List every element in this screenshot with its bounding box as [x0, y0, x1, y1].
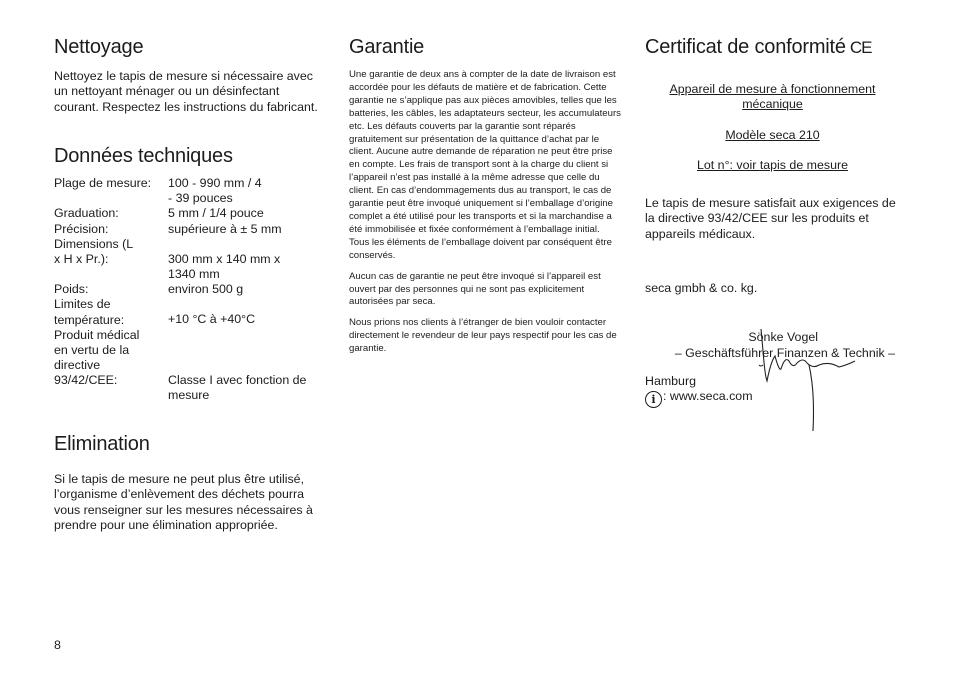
spec-value: 100 - 990 mm / 4 - 39 pouces [168, 175, 262, 206]
city: Hamburg [645, 373, 696, 388]
spec-row [54, 328, 322, 403]
donnees-heading: Données techniques [54, 144, 233, 167]
garantie-paragraph: Aucun cas de garantie ne peut être invoqué si l’appareil est ouvert par des personnes qui ne sont pas explicitement autorisées par seca. [349, 270, 601, 308]
spec-row [54, 206, 322, 221]
left-column [54, 36, 322, 533]
model-name: Modèle seca 210 [725, 127, 820, 142]
spec-label: Précision: [54, 221, 109, 236]
nettoyage-text: Nettoyez le tapis de mesure si nécessaire avec un nettoyant ménager ou un désinfectant courant. Respectez les instructions du fabricant. [54, 69, 318, 114]
elimination-heading: Elimination [54, 433, 150, 456]
spec-row [54, 222, 322, 237]
website: : www.seca.com [663, 389, 753, 404]
lot-number: Lot n°: voir tapis de mesure [697, 157, 848, 172]
elimination-text: Si le tapis de mesure ne peut plus être utilisé, l’organisme d’enlèvement des déchets pourra vous renseigner sur les mesures nécessaires à prendre pour une élimination appropriée. [54, 472, 313, 533]
spec-value: +10 °C à +40°C [168, 312, 256, 327]
spec-label: Limites de température: [54, 297, 125, 327]
right-column [645, 36, 900, 408]
spec-label: Plage de mesure: [54, 175, 152, 190]
certificat-title: Certificat de conformité [645, 36, 846, 58]
signer-name: Sönke Vogel [748, 330, 818, 345]
spec-row [54, 237, 322, 282]
spec-value: environ 500 g [168, 282, 244, 297]
spec-row [54, 282, 322, 297]
info-icon: i [645, 391, 662, 408]
garantie-heading: Garantie [349, 36, 425, 58]
spec-label: Poids: [54, 282, 89, 297]
company-name: seca gmbh & co. kg. [645, 281, 758, 296]
spec-value: supérieure à ± 5 mm [168, 221, 282, 236]
spec-row [54, 176, 322, 206]
spec-value: 300 mm x 140 mm x 1340 mm [168, 251, 281, 281]
garantie-paragraph: Nous prions nos clients à l’étranger de bien vouloir contacter directement le revendeur de leur pays respectif pour les cas de garantie. [349, 317, 617, 355]
spec-row [54, 297, 322, 327]
garantie-paragraph: Une garantie de deux ans à compter de la date de livraison est accordée pour les défauts de matière et de fabrication. Cette garantie ne s’applique pas aux pièces amovibles, telles que les batteries, les câbles, les adaptateurs secteur, les accumulateurs etc. Les défauts couverts par la garantie sont réparés gratuitement sur présentation de la quittance d’achat par le client. Aucune autre demande de réparation ne peut être prise en compte. Les frais de transport sont à la charge du client si l’appareil n’est pas installé à la même adresse que celle du client. En cas d’endommagements dus au transport, le cas de garantie peut être invoqué uniquement si l’emballage d’origine complet a été utilisé pour les transports et si la marchandise a été immobilisée et fixée conformément à l’emballage initial. Tous les éléments de l’emballage doivent par conséquent être conservés. [349, 69, 621, 261]
conformity-statement: Le tapis de mesure satisfait aux exigences de la directive 93/42/CEE sur les produits et appareils médicaux. [645, 196, 896, 241]
spec-label: Graduation: [54, 206, 119, 221]
ce-mark-icon: CE [849, 38, 872, 57]
page-number: 8 [54, 638, 61, 652]
spec-label: Dimensions (L x H x Pr.): [54, 236, 133, 266]
certificat-heading [645, 36, 900, 59]
spec-label: Produit médical en vertu de la directive 93/42/CEE: [54, 327, 140, 388]
middle-column [349, 36, 621, 356]
spec-table [54, 176, 322, 403]
device-name: Appareil de mesure à fonctionnement mécanique [669, 82, 876, 112]
spec-value: 5 mm / 1/4 pouce [168, 206, 264, 221]
spec-value: Classe I avec fonction de mesure [168, 372, 307, 402]
signer-role: – Geschäftsführer Finanzen & Technik – [674, 345, 895, 360]
nettoyage-heading: Nettoyage [54, 36, 144, 58]
